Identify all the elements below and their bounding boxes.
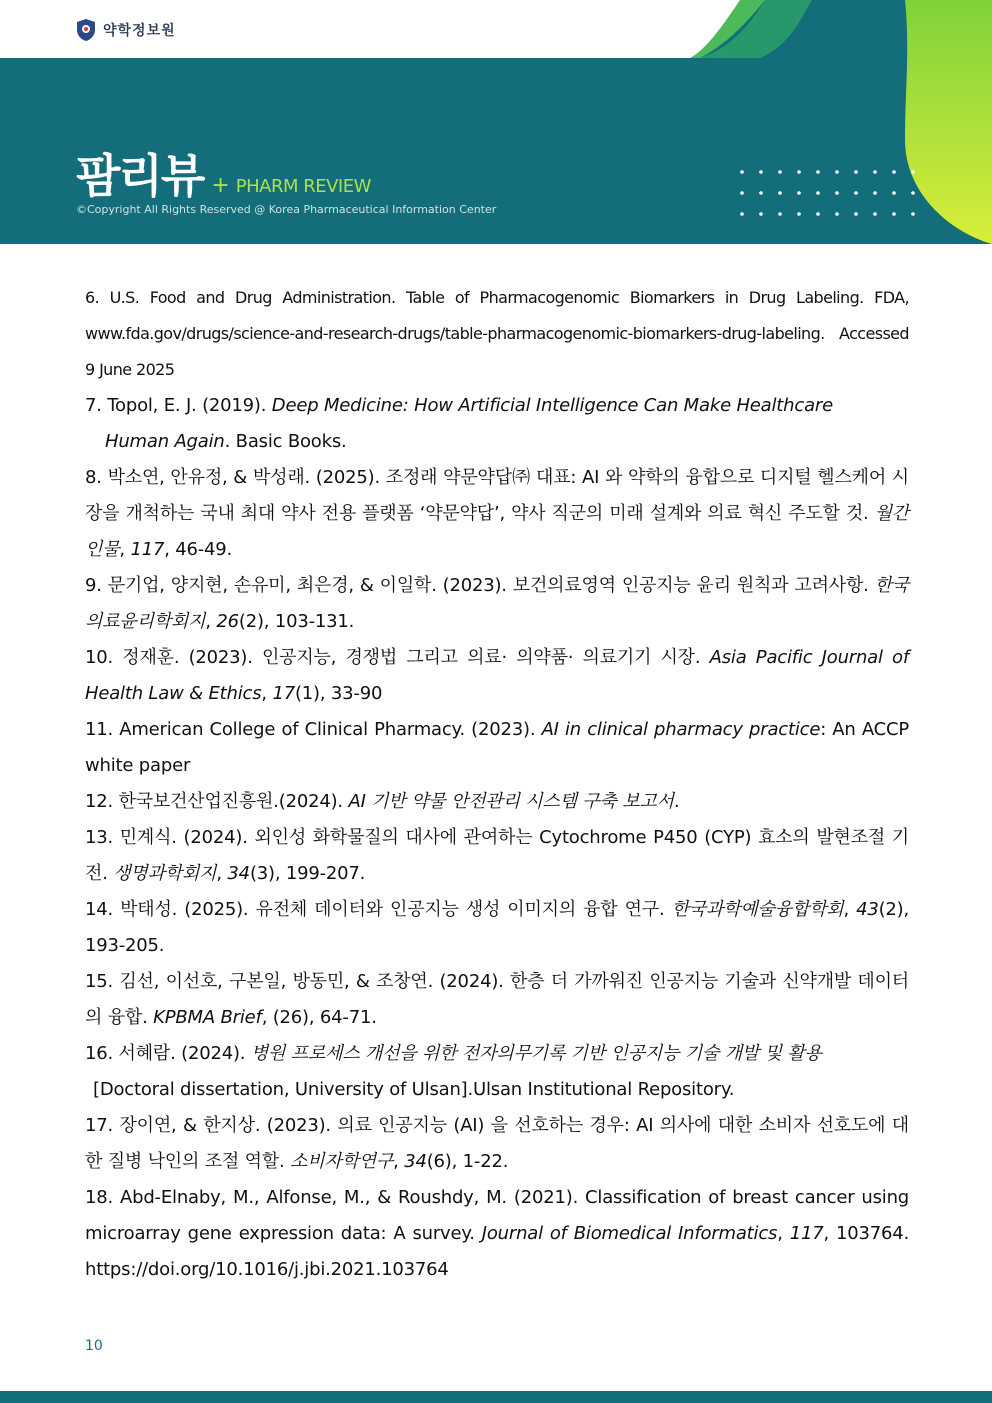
- decorative-dot: [797, 170, 801, 174]
- decorative-dot: [911, 170, 915, 174]
- decorative-dot: [759, 212, 763, 216]
- decorative-dot: [892, 191, 896, 195]
- decorative-dot: [759, 191, 763, 195]
- reference-title: 병원 프로세스 개선을 위한 전자의무기록 기반 인공지능 기술 개발 및 활용: [250, 1043, 822, 1064]
- decorative-dot: [778, 212, 782, 216]
- reference-item: 6. U.S. Food and Drug Administration. Table of Pharmacogenomic Biomarkers in Drug Labeling. FDA, www.fda.gov/drugs/science-and-research-drugs/table-pharmacogenomic-biomarkers-drug-labeling. Accessed 9 June 2025: [85, 288, 909, 379]
- decorative-dot: [892, 212, 896, 216]
- decorative-dot: [740, 170, 744, 174]
- reference-item: 13. 민계식. (2024). 외인성 화학물질의 대사에 관여하는 Cytochrome P450 (CYP) 효소의 발현조절 기전. 생명과학회지, 34(3), 199-207.: [85, 827, 909, 884]
- reference-item: 14. 박태성. (2025). 유전체 데이터와 인공지능 생성 이미지의 융합 연구. 한국과학예술융합학회, 43(2), 193-205.: [85, 899, 909, 956]
- decorative-dot: [911, 212, 915, 216]
- volume: 34: [404, 1151, 427, 1172]
- decorative-dot: [835, 191, 839, 195]
- reference-title: Human Again: [105, 431, 225, 452]
- decorative-dot: [797, 212, 801, 216]
- footer-bar: [0, 1391, 992, 1403]
- journal-name: Asia Pacific Journal of Health Law & Ethics: [85, 647, 909, 704]
- reference-list: [85, 280, 909, 1288]
- decorative-dot: [835, 212, 839, 216]
- decorative-dot: [854, 191, 858, 195]
- decorative-dot: [740, 212, 744, 216]
- title-plus: +: [211, 173, 230, 198]
- volume: 117: [789, 1223, 824, 1244]
- reference-item: 12. 한국보건산업진흥원.(2024). AI 기반 약물 안전관리 시스템 구축 보고서.: [85, 791, 680, 812]
- journal-name: 한국과학예술융합학회: [671, 899, 844, 920]
- page-header: [0, 0, 992, 244]
- decorative-dot: [892, 170, 896, 174]
- decorative-dot: [873, 170, 877, 174]
- journal-name: 생명과학회지: [113, 863, 217, 884]
- publication-title: [76, 140, 371, 206]
- volume: 26: [216, 611, 239, 632]
- volume: 34: [227, 863, 250, 884]
- decorative-dot: [816, 170, 820, 174]
- journal-name: 한국의료윤리학회지: [85, 575, 909, 632]
- shield-logo-icon: [76, 18, 96, 42]
- decorative-dot: [778, 191, 782, 195]
- reference-title: AI 기반 약물 안전관리 시스템 구축 보고서: [348, 791, 674, 812]
- page-number: 10: [85, 1338, 103, 1354]
- title-english: PHARM REVIEW: [235, 176, 371, 197]
- dot-pattern-decoration: [736, 166, 936, 222]
- decorative-dot: [854, 170, 858, 174]
- decorative-dot: [835, 170, 839, 174]
- decorative-dot: [778, 170, 782, 174]
- decorative-dot: [816, 191, 820, 195]
- journal-name: 소비자학연구: [290, 1151, 394, 1172]
- reference-item: 16. 서혜람. (2024). 병원 프로세스 개선을 위한 전자의무기록 기반 인공지능 기술 개발 및 활용 [Doctoral dissertation, University of Ulsan].Ulsan Institutional Repository.: [85, 1043, 822, 1100]
- decorative-dot: [816, 212, 820, 216]
- title-korean: 팜리뷰: [76, 149, 204, 203]
- volume: 43: [856, 899, 879, 920]
- copyright-notice: ©Copyright All Rights Reserved @ Korea Pharmaceutical Information Center: [76, 203, 497, 216]
- journal-name: KPBMA Brief: [153, 1007, 262, 1028]
- decorative-dot: [740, 191, 744, 195]
- reference-item: 15. 김선, 이선호, 구본일, 방동민, & 조창연. (2024). 한층 더 가까워진 인공지능 기술과 신약개발 데이터의 융합. KPBMA Brief, (26), 64-71.: [85, 971, 909, 1028]
- decorative-dot: [911, 191, 915, 195]
- volume: 17: [272, 683, 295, 704]
- reference-title: Deep Medicine: How Artificial Intelligence Can Make Healthcare: [271, 395, 833, 416]
- decorative-dot: [797, 191, 801, 195]
- reference-item: 8. 박소연, 안유정, & 박성래. (2025). 조정래 약문약답㈜ 대표: AI 와 약학의 융합으로 디지털 헬스케어 시장을 개척하는 국내 최대 약사 전용 플랫폼 ‘약문약답’, 약사 직군의 미래 설계와 의료 혁신 주도할 것. 월간인물, 117, 46-49.: [85, 467, 909, 560]
- decorative-dot: [854, 212, 858, 216]
- decorative-dot: [873, 191, 877, 195]
- journal-name: Journal of Biomedical Informatics: [481, 1223, 778, 1244]
- org-name: 약학정보원: [103, 23, 176, 39]
- decorative-dot: [759, 170, 763, 174]
- reference-item: 11. American College of Clinical Pharmacy. (2023). AI in clinical pharmacy practice: An ACCP white paper: [85, 719, 910, 776]
- reference-item: 9. 문기업, 양지현, 손유미, 최은경, & 이일학. (2023). 보건의료영역 인공지능 윤리 원칙과 고려사항. 한국의료윤리학회지, 26(2), 103-131.: [85, 575, 909, 632]
- journal-name: 월간인물: [85, 503, 909, 560]
- reference-item: 17. 장이연, & 한지상. (2023). 의료 인공지능 (AI) 을 선호하는 경우: AI 의사에 대한 소비자 선호도에 대한 질병 낙인의 조절 역할. 소비자학연구, 34(6), 1-22.: [85, 1115, 909, 1172]
- reference-item: 18. Abd-Elnaby, M., Alfonse, M., & Roushdy, M. (2021). Classification of breast cancer using microarray gene expression data: A survey. Journal of Biomedical Informatics, 117, 103764. https://doi.org/10.1016/j.jbi.2021.103764: [85, 1187, 909, 1280]
- volume: 117: [130, 539, 165, 560]
- decorative-dot: [873, 212, 877, 216]
- reference-item: 10. 정재훈. (2023). 인공지능, 경쟁법 그리고 의료· 의약품· 의료기기 시장. Asia Pacific Journal of Health Law & Ethics, 17(1), 33-90: [85, 647, 909, 704]
- reference-item: 7. Topol, E. J. (2019). Deep Medicine: How Artificial Intelligence Can Make Healthcare Human Again. Basic Books.: [85, 395, 833, 452]
- brand: [76, 18, 176, 42]
- reference-title: AI in clinical pharmacy practice: [541, 719, 821, 740]
- doi-text: , 103764. https://doi.org/10.1016/j.jbi.2021.103764: [85, 1223, 909, 1280]
